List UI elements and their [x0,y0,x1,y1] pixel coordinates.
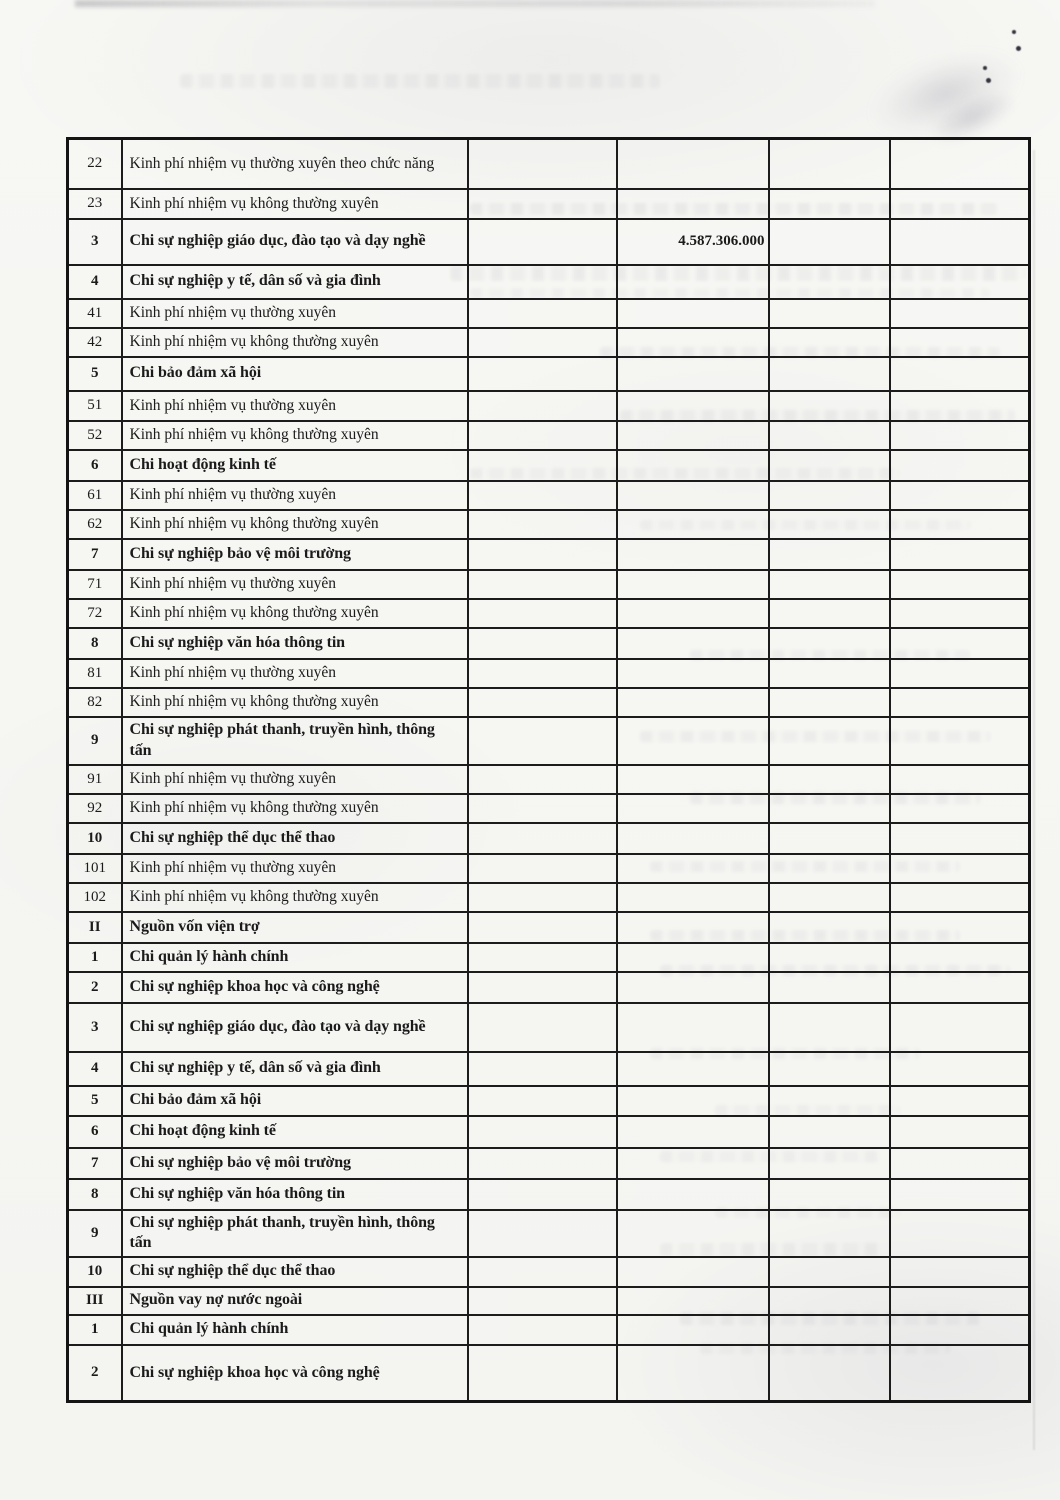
empty-cell [769,299,890,328]
empty-cell [890,628,1030,659]
empty-cell [890,1315,1030,1345]
row-label-cell: Kinh phí nhiệm vụ không thường xuyên [122,328,468,357]
table-row [68,912,1030,943]
empty-cell [890,1148,1030,1179]
empty-cell [769,659,890,688]
amount-cell [617,139,769,189]
amount-cell [617,717,769,765]
empty-cell [890,883,1030,912]
empty-cell [769,510,890,539]
empty-cell [468,299,617,328]
table-row [68,1345,1030,1402]
empty-cell [890,765,1030,794]
row-number-cell: III [68,1287,122,1315]
empty-cell [468,599,617,628]
amount-cell [617,1287,769,1315]
row-label-cell: Chi sự nghiệp khoa học và công nghệ [122,1345,468,1402]
row-label-cell: Kinh phí nhiệm vụ không thường xuyên [122,510,468,539]
empty-cell [468,570,617,599]
amount-cell [617,1052,769,1086]
row-label-cell: Kinh phí nhiệm vụ thường xuyên [122,765,468,794]
budget-table [66,137,1031,1403]
table-row [68,539,1030,570]
empty-cell [890,219,1030,265]
empty-cell [769,943,890,972]
row-label-cell: Chi sự nghiệp thể dục thể thao [122,823,468,854]
ink-speck [1016,46,1021,51]
empty-cell [890,912,1030,943]
empty-cell [769,219,890,265]
amount-cell [617,628,769,659]
amount-cell [617,794,769,823]
empty-cell [890,139,1030,189]
bleedthrough-text [180,74,660,88]
table-row [68,481,1030,510]
empty-cell [468,189,617,219]
table-row [68,1086,1030,1116]
empty-cell [769,1003,890,1052]
empty-cell [769,265,890,299]
row-number-cell: 5 [68,357,122,391]
empty-cell [769,1116,890,1148]
empty-cell [769,481,890,510]
amount-cell [617,1086,769,1116]
table-row [68,1148,1030,1179]
row-number-cell: 6 [68,450,122,481]
empty-cell [769,328,890,357]
amount-cell [617,912,769,943]
empty-cell [890,391,1030,421]
amount-cell [617,1148,769,1179]
empty-cell [468,1257,617,1287]
row-number-cell: II [68,912,122,943]
row-label-cell: Kinh phí nhiệm vụ thường xuyên [122,391,468,421]
amount-cell [617,972,769,1003]
empty-cell [468,481,617,510]
empty-cell [468,628,617,659]
empty-cell [769,1179,890,1210]
row-label-cell: Chi quản lý hành chính [122,1315,468,1345]
table-row [68,1210,1030,1257]
amount-cell [617,539,769,570]
empty-cell [890,717,1030,765]
amount-cell [617,688,769,717]
amount-cell [617,1345,769,1402]
empty-cell [769,912,890,943]
table-row [68,1257,1030,1287]
empty-cell [769,139,890,189]
empty-cell [769,823,890,854]
empty-cell [468,421,617,450]
table-row [68,854,1030,883]
empty-cell [468,688,617,717]
row-number-cell: 4 [68,1052,122,1086]
amount-cell [617,189,769,219]
row-label-cell: Kinh phí nhiệm vụ thường xuyên [122,299,468,328]
row-number-cell: 8 [68,1179,122,1210]
row-label-cell: Chi sự nghiệp bảo vệ môi trường [122,1148,468,1179]
empty-cell [890,1210,1030,1257]
row-label-cell: Chi hoạt động kinh tế [122,450,468,481]
amount-cell [617,421,769,450]
empty-cell [769,1210,890,1257]
row-label-cell: Chi sự nghiệp văn hóa thông tin [122,628,468,659]
table-row [68,299,1030,328]
row-number-cell: 7 [68,1148,122,1179]
row-label-cell: Kinh phí nhiệm vụ không thường xuyên [122,421,468,450]
empty-cell [468,1179,617,1210]
table-row [68,883,1030,912]
empty-cell [468,943,617,972]
row-number-cell: 72 [68,599,122,628]
row-number-cell: 9 [68,1210,122,1257]
amount-cell [617,1116,769,1148]
row-label-cell: Kinh phí nhiệm vụ thường xuyên [122,854,468,883]
row-number-cell: 71 [68,570,122,599]
empty-cell [890,481,1030,510]
empty-cell [468,1052,617,1086]
empty-cell [769,1148,890,1179]
empty-cell [890,539,1030,570]
table-row [68,219,1030,265]
table-row [68,1116,1030,1148]
row-label-cell: Kinh phí nhiệm vụ thường xuyên [122,570,468,599]
row-number-cell: 2 [68,1345,122,1402]
row-label-cell: Chi sự nghiệp phát thanh, truyền hình, thông tấn [122,717,468,765]
empty-cell [890,1052,1030,1086]
row-label-cell: Kinh phí nhiệm vụ không thường xuyên [122,794,468,823]
empty-cell [769,794,890,823]
amount-cell [617,570,769,599]
empty-cell [468,219,617,265]
row-label-cell: Chi sự nghiệp thể dục thể thao [122,1257,468,1287]
empty-cell [769,1257,890,1287]
row-number-cell: 1 [68,1315,122,1345]
table-row [68,189,1030,219]
row-label-cell: Kinh phí nhiệm vụ không thường xuyên [122,883,468,912]
empty-cell [769,599,890,628]
empty-cell [468,1086,617,1116]
empty-cell [890,972,1030,1003]
empty-cell [890,1345,1030,1402]
empty-cell [769,854,890,883]
row-number-cell: 6 [68,1116,122,1148]
empty-cell [890,328,1030,357]
row-label-cell: Chi sự nghiệp bảo vệ môi trường [122,539,468,570]
empty-cell [890,599,1030,628]
empty-cell [769,189,890,219]
empty-cell [769,1287,890,1315]
empty-cell [890,1003,1030,1052]
row-number-cell: 102 [68,883,122,912]
empty-cell [468,1210,617,1257]
row-label-cell: Nguồn vay nợ nước ngoài [122,1287,468,1315]
table-row [68,943,1030,972]
table-row [68,357,1030,391]
table-row [68,688,1030,717]
empty-cell [769,1315,890,1345]
ink-speck [986,78,991,83]
empty-cell [890,450,1030,481]
amount-cell [617,599,769,628]
empty-cell [468,765,617,794]
row-label-cell: Chi bảo đảm xã hội [122,1086,468,1116]
amount-cell [617,659,769,688]
empty-cell [890,659,1030,688]
table-row [68,510,1030,539]
row-label-cell: Kinh phí nhiệm vụ thường xuyên [122,659,468,688]
empty-cell [890,299,1030,328]
row-number-cell: 42 [68,328,122,357]
amount-cell [617,450,769,481]
row-number-cell: 92 [68,794,122,823]
empty-cell [468,265,617,299]
amount-cell [617,481,769,510]
row-number-cell: 10 [68,1257,122,1287]
table-row [68,659,1030,688]
empty-cell [890,943,1030,972]
row-number-cell: 41 [68,299,122,328]
row-label-cell: Chi sự nghiệp giáo dục, đào tạo và dạy nghề [122,1003,468,1052]
row-label-cell: Chi sự nghiệp y tế, dân số và gia đình [122,265,468,299]
amount-cell [617,328,769,357]
empty-cell [769,1086,890,1116]
table-row [68,391,1030,421]
table-row [68,265,1030,299]
row-label-cell: Kinh phí nhiệm vụ thường xuyên theo chức năng [122,139,468,189]
amount-cell [617,854,769,883]
empty-cell [468,1345,617,1402]
row-label-cell: Chi bảo đảm xã hội [122,357,468,391]
empty-cell [890,794,1030,823]
amount-cell [617,765,769,794]
empty-cell [769,717,890,765]
empty-cell [769,688,890,717]
page-edge-line [1033,150,1035,1450]
row-label-cell: Nguồn vốn viện trợ [122,912,468,943]
empty-cell [890,688,1030,717]
empty-cell [769,1345,890,1402]
empty-cell [468,854,617,883]
empty-cell [890,265,1030,299]
table-row [68,328,1030,357]
row-number-cell: 81 [68,659,122,688]
amount-cell [617,1179,769,1210]
amount-cell [617,265,769,299]
empty-cell [468,539,617,570]
ink-speck [983,66,987,70]
row-label-cell: Chi sự nghiệp giáo dục, đào tạo và dạy nghề [122,219,468,265]
row-number-cell: 22 [68,139,122,189]
empty-cell [468,391,617,421]
table-row [68,628,1030,659]
empty-cell [769,883,890,912]
empty-cell [468,794,617,823]
amount-cell [617,1210,769,1257]
row-number-cell: 1 [68,943,122,972]
amount-cell [617,1257,769,1287]
row-label-cell: Kinh phí nhiệm vụ không thường xuyên [122,688,468,717]
amount-cell [617,357,769,391]
empty-cell [468,912,617,943]
empty-cell [769,972,890,1003]
amount-cell: 4.587.306.000 [617,219,769,265]
table-row [68,1315,1030,1345]
amount-cell [617,1003,769,1052]
table-row [68,599,1030,628]
row-label-cell: Kinh phí nhiệm vụ thường xuyên [122,481,468,510]
amount-cell [617,1315,769,1345]
amount-cell [617,823,769,854]
row-label-cell: Kinh phí nhiệm vụ không thường xuyên [122,189,468,219]
empty-cell [769,628,890,659]
empty-cell [468,510,617,539]
empty-cell [890,570,1030,599]
empty-cell [468,659,617,688]
empty-cell [468,717,617,765]
scan-edge-streak [75,0,875,7]
row-number-cell: 7 [68,539,122,570]
empty-cell [769,357,890,391]
table-row [68,570,1030,599]
empty-cell [769,450,890,481]
empty-cell [468,1315,617,1345]
table-row [68,1287,1030,1315]
row-number-cell: 3 [68,1003,122,1052]
table-row [68,421,1030,450]
amount-cell [617,943,769,972]
empty-cell [468,1116,617,1148]
empty-cell [890,510,1030,539]
row-number-cell: 8 [68,628,122,659]
row-label-cell: Chi sự nghiệp y tế, dân số và gia đình [122,1052,468,1086]
table-row [68,794,1030,823]
row-label-cell: Kinh phí nhiệm vụ không thường xuyên [122,599,468,628]
table-row [68,450,1030,481]
row-number-cell: 2 [68,972,122,1003]
empty-cell [468,328,617,357]
empty-cell [890,1179,1030,1210]
row-number-cell: 82 [68,688,122,717]
amount-cell [617,299,769,328]
empty-cell [468,450,617,481]
amount-cell [617,510,769,539]
empty-cell [769,421,890,450]
row-label-cell: Chi sự nghiệp phát thanh, truyền hình, thông tấn [122,1210,468,1257]
table-row [68,972,1030,1003]
empty-cell [468,1148,617,1179]
empty-cell [890,854,1030,883]
empty-cell [468,883,617,912]
empty-cell [890,421,1030,450]
table-row [68,139,1030,189]
row-number-cell: 62 [68,510,122,539]
empty-cell [769,765,890,794]
table-row [68,1003,1030,1052]
empty-cell [468,823,617,854]
empty-cell [890,189,1030,219]
empty-cell [890,1287,1030,1315]
table-row [68,765,1030,794]
empty-cell [890,1257,1030,1287]
empty-cell [769,570,890,599]
row-number-cell: 10 [68,823,122,854]
empty-cell [769,1052,890,1086]
row-number-cell: 51 [68,391,122,421]
empty-cell [769,391,890,421]
row-number-cell: 91 [68,765,122,794]
row-number-cell: 4 [68,265,122,299]
row-label-cell: Chi sự nghiệp khoa học và công nghệ [122,972,468,1003]
amount-cell [617,391,769,421]
table-row [68,717,1030,765]
row-number-cell: 52 [68,421,122,450]
row-label-cell: Chi quản lý hành chính [122,943,468,972]
row-number-cell: 3 [68,219,122,265]
empty-cell [468,972,617,1003]
table-row [68,1179,1030,1210]
empty-cell [468,1003,617,1052]
empty-cell [468,139,617,189]
empty-cell [468,1287,617,1315]
budget-table-body [68,139,1030,1402]
ink-speck [1012,30,1016,34]
amount-cell [617,883,769,912]
empty-cell [890,1086,1030,1116]
row-number-cell: 9 [68,717,122,765]
row-label-cell: Chi hoạt động kinh tế [122,1116,468,1148]
row-number-cell: 23 [68,189,122,219]
row-number-cell: 101 [68,854,122,883]
empty-cell [890,1116,1030,1148]
row-number-cell: 61 [68,481,122,510]
empty-cell [890,823,1030,854]
empty-cell [468,357,617,391]
table-row [68,823,1030,854]
empty-cell [769,539,890,570]
row-label-cell: Chi sự nghiệp văn hóa thông tin [122,1179,468,1210]
row-number-cell: 5 [68,1086,122,1116]
table-row [68,1052,1030,1086]
empty-cell [890,357,1030,391]
